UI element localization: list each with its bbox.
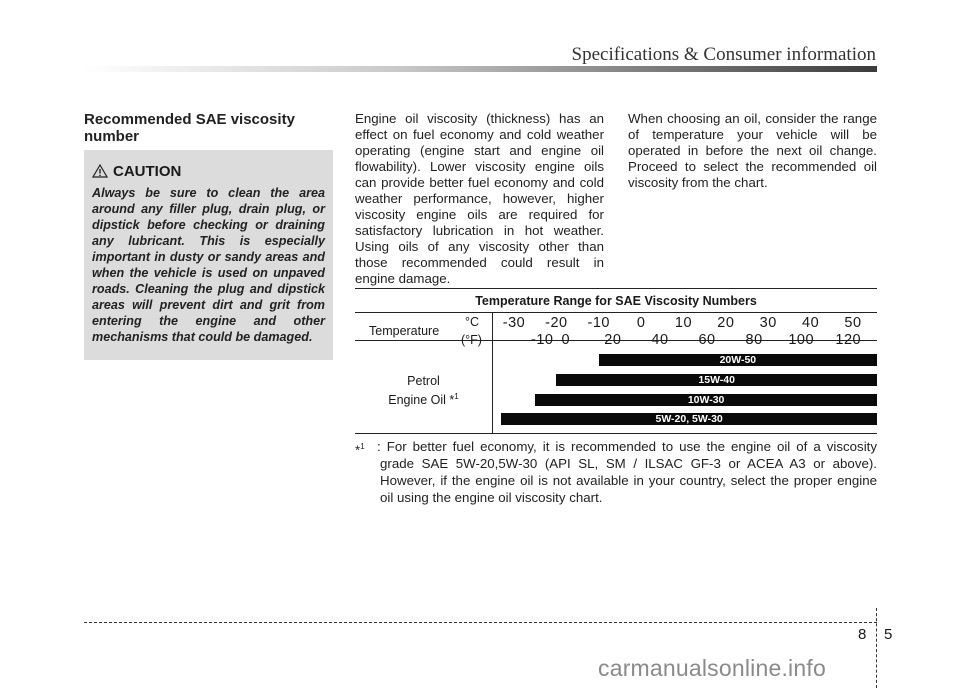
fahrenheit-tick: 40	[651, 332, 669, 348]
oil-label-line2: Engine Oil *	[388, 393, 455, 408]
oil-label-line1: Petrol	[407, 374, 440, 388]
footnote-text: : For better fuel economy, it is recommended to use the engine oil of a viscosity grade SAE 5W-20,5W-30 (API SL, SM / ILSAC GF-3 or ACEA A3 or above). However, if the engine oil is not available in your country, select the proper engine oil using the engine oil viscosity chart.	[377, 439, 877, 505]
header-rule	[84, 66, 877, 72]
caution-header	[92, 159, 325, 183]
celsius-tick: -30	[502, 315, 526, 331]
celsius-tick: 50	[844, 315, 862, 331]
footnote-mark: *$^1$	[355, 442, 365, 458]
footnote	[355, 438, 877, 506]
fahrenheit-tick: 0	[561, 332, 571, 348]
viscosity-table	[355, 288, 877, 434]
watermark: carmanualsonline.info	[598, 655, 826, 681]
celsius-tick: -10	[587, 315, 610, 331]
celsius-tick: 0	[636, 315, 646, 331]
temperature-label: Temperature	[369, 324, 440, 338]
table-column-divider	[492, 313, 493, 433]
fahrenheit-tick: 60	[698, 332, 716, 348]
celsius-tick: 20	[717, 315, 735, 331]
chapter-number: 8	[858, 626, 867, 643]
page-number: 5	[884, 626, 893, 643]
fahrenheit-unit: (°F)	[461, 333, 482, 347]
page-divider	[876, 608, 877, 688]
celsius-tick: 40	[802, 315, 820, 331]
oil-grade-bar: 20W-50	[599, 354, 877, 366]
body-paragraph-choosing-oil: When choosing an oil, consider the range of temperature your vehicle will be operated in before the next oil change. Proceed to select the recommended oil viscosity from the chart.	[628, 111, 877, 190]
warning-triangle-icon	[92, 164, 108, 178]
oil-grade-bar: 10W-30	[535, 394, 877, 406]
fahrenheit-tick: 100	[788, 332, 815, 348]
fahrenheit-tick: 80	[745, 332, 763, 348]
oil-grade-bar: 5W-20, 5W-30	[501, 413, 877, 425]
celsius-tick: -20	[545, 315, 568, 331]
caution-title: CAUTION	[113, 162, 182, 180]
running-header-title: Specifications & Consumer information	[571, 44, 876, 65]
fahrenheit-tick: 20	[604, 332, 622, 348]
footer-rule	[84, 622, 877, 623]
body-paragraph-viscosity: Engine oil viscosity (thickness) has an effect on fuel economy and cold weather operating (engine start and engine oil flowability). Lower viscosity engine oils can provide better fuel economy and cold weather performance, however, higher viscosity engine oils are required for satisfactory lubrication in hot weather. Using oils of any viscosity other than those recommended could result in engine damage.	[355, 111, 604, 286]
oil-grade-bar: 15W-40	[556, 374, 877, 386]
caution-text: Always be sure to clean the area around any filler plug, drain plug, or dipstick before checking or draining any lubricant. This is especially important in dusty or sandy areas and when the vehicle is used on unpaved roads. Cleaning the plug and dipstick areas will prevent dirt and grit from entering the engine and other mechanisms that could be damaged.	[92, 186, 325, 344]
fahrenheit-tick: -10	[531, 332, 554, 348]
celsius-tick: 30	[759, 315, 777, 331]
celsius-unit: °C	[465, 315, 480, 329]
caution-box	[84, 150, 333, 360]
celsius-tick: 10	[674, 315, 693, 331]
oil-label-footnote-mark: 1	[454, 392, 459, 401]
section-heading: Recommended SAE viscosity number	[84, 111, 295, 145]
petrol-engine-oil-label	[355, 373, 492, 408]
viscosity-table-title: Temperature Range for SAE Viscosity Numbers	[355, 289, 877, 313]
fahrenheit-tick: 120	[835, 332, 862, 348]
